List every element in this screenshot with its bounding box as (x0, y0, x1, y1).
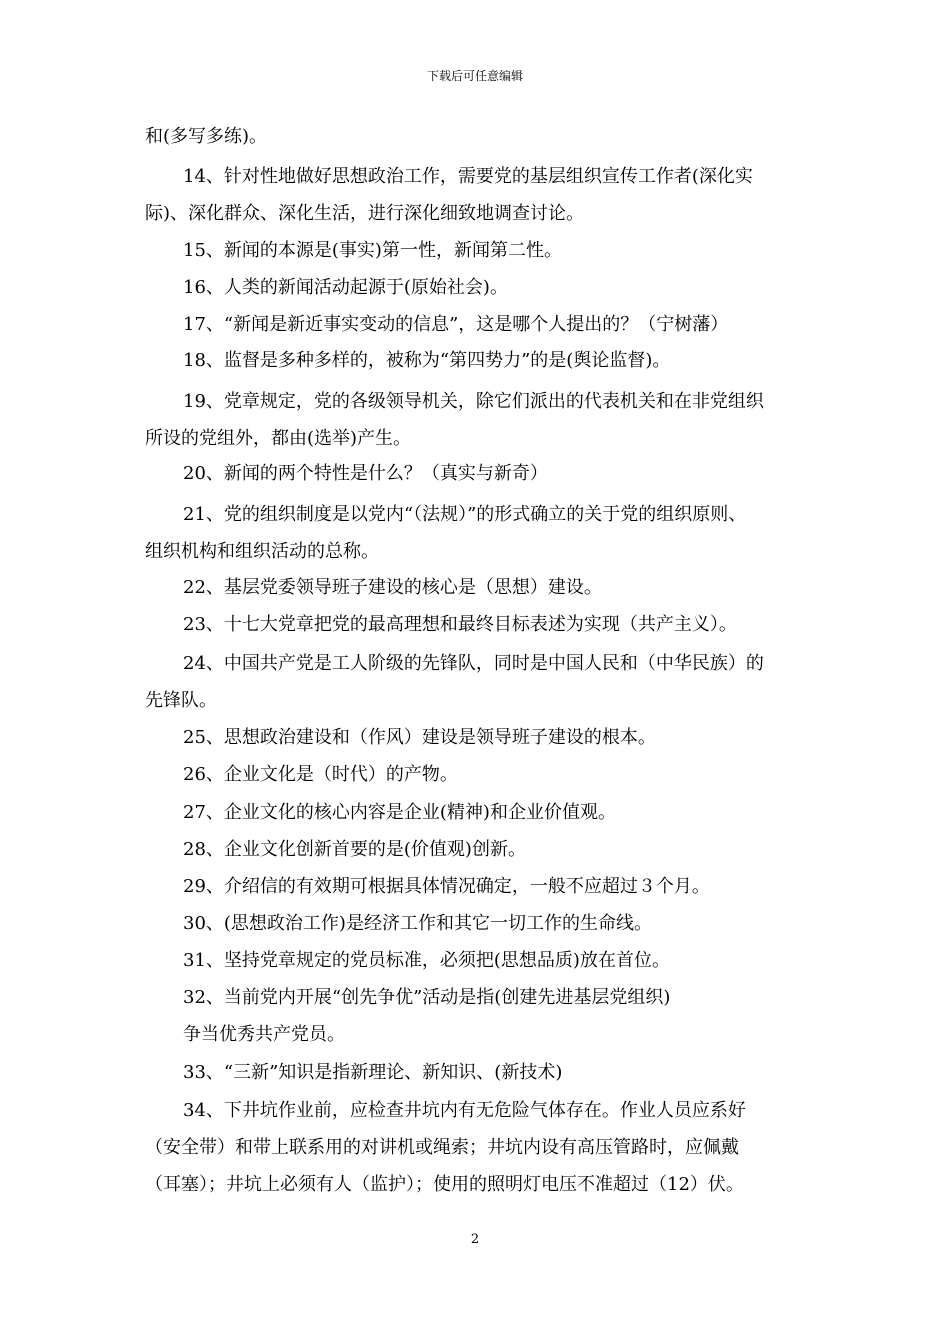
text-line: 19、党章规定，党的各级领导机关，除它们派出的代表机关和在非党组织 (183, 391, 764, 412)
text-line: 24、中国共产党是工人阶级的先锋队，同时是中国人民和（中华民族）的 (183, 653, 764, 674)
text-line: 22、基层党委领导班子建设的核心是（思想）建设。 (183, 577, 602, 598)
text-line: 组织机构和组织活动的总称。 (145, 541, 379, 562)
text-line: 际)、深化群众、深化生活，进行深化细致地调查讨论。 (145, 203, 585, 224)
text-line: 29、介绍信的有效期可根据具体情况确定，一般不应超过３个月。 (183, 876, 710, 897)
text-line: 32、当前党内开展“创先争优”活动是指(创建先进基层党组织) (183, 987, 671, 1008)
text-line: 20、新闻的两个特性是什么？（真实与新奇） (183, 463, 548, 484)
text-line: 31、坚持党章规定的党员标准，必须把(思想品质)放在首位。 (183, 950, 670, 971)
text-line: 30、(思想政治工作)是经济工作和其它一切工作的生命线。 (183, 913, 652, 934)
text-line: 14、针对性地做好思想政治工作，需要党的基层组织宣传工作者(深化实 (183, 166, 753, 187)
text-line: 23、十七大党章把党的最高理想和最终目标表述为实现（共产主义）。 (183, 614, 737, 635)
text-line: 18、监督是多种多样的，被称为“第四势力”的是(舆论监督)。 (183, 350, 671, 371)
text-line: 16、人类的新闻活动起源于(原始社会)。 (183, 277, 508, 298)
text-line: 26、企业文化是（时代）的产物。 (183, 764, 458, 785)
text-line: 28、企业文化创新首要的是(价值观)创新。 (183, 839, 526, 860)
text-line: 34、下井坑作业前，应检查井坑内有无危险气体存在。作业人员应系好 (183, 1100, 746, 1121)
text-line: （耳塞）；井坑上必须有人（监护）；使用的照明灯电压不准超过（12）伏。 (145, 1174, 744, 1195)
text-line: 25、思想政治建设和（作风）建设是领导班子建设的根本。 (183, 727, 656, 748)
text-line: 15、新闻的本源是(事实)第一性，新闻第二性。 (183, 240, 562, 261)
text-line: 17、“新闻是新近事实变动的信息”，这是哪个人提出的？（宁树藩） (183, 314, 729, 335)
page-header: 下载后可任意编辑 (426, 69, 523, 83)
text-line: 21、党的组织制度是以党内“（法规）”的形式确立的关于党的组织原则、 (183, 504, 747, 525)
page-number: 2 (470, 1232, 480, 1247)
text-line: 33、“三新”知识是指新理论、新知识、(新技术) (183, 1062, 563, 1083)
text-line: 争当优秀共产党员。 (183, 1024, 345, 1045)
text-line: 所设的党组外，都由(选举)产生。 (145, 428, 412, 449)
text-line: 先锋队。 (145, 690, 217, 711)
text-line: 和(多写多练)。 (145, 126, 268, 147)
text-line: 27、企业文化的核心内容是企业(精神)和企业价值观。 (183, 802, 616, 823)
text-line: （安全带）和带上联系用的对讲机或绳索；井坑内设有高压管路时，应佩戴 (145, 1137, 739, 1158)
